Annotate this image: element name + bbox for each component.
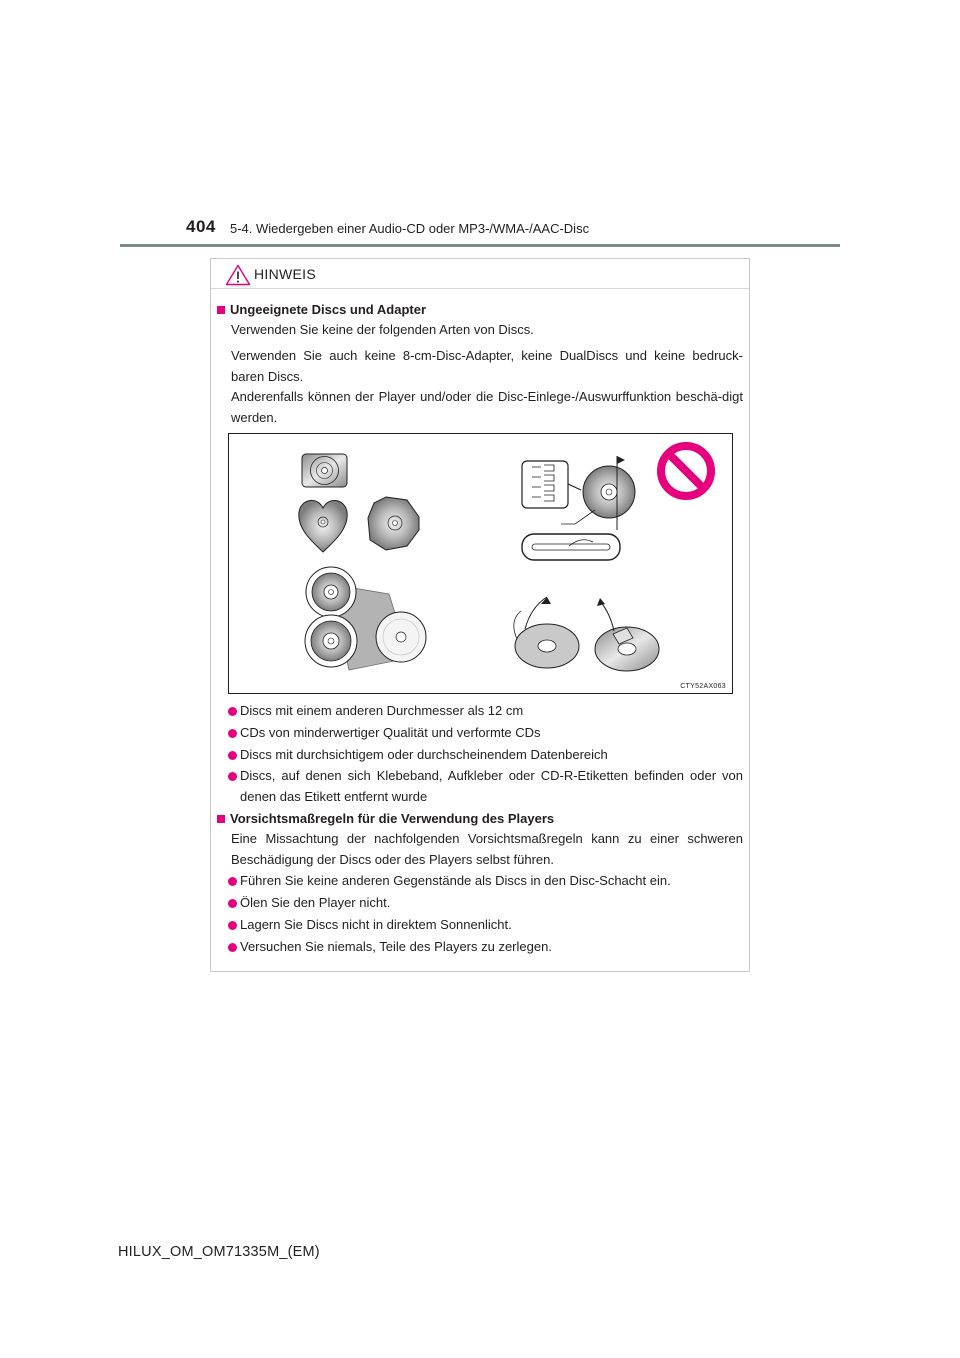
- footer-doc-code: HILUX_OM_OM71335M_(EM): [118, 1244, 320, 1260]
- square-disc-icon: [302, 454, 347, 487]
- paragraph: Anderenfalls können der Player und/oder die Disc-Einlege-/Auswurffunktion beschä-digt werden.: [231, 389, 743, 425]
- small-disc-adapter-icon: [305, 567, 426, 670]
- unsuitable-discs-illustration: [228, 433, 733, 694]
- square-bullet-icon: [217, 815, 225, 823]
- list-item: Versuchen Sie niemals, Teile des Players zu zerlegen.: [227, 937, 743, 958]
- dual-disc-icon: [522, 456, 635, 560]
- dot-bullet-icon: [228, 707, 237, 716]
- list-item: CDs von minderwertiger Qualität und verformte CDs: [227, 723, 743, 744]
- disc-illustration: [229, 434, 732, 693]
- list-item: Ölen Sie den Player nicht.: [227, 893, 743, 914]
- list-item: Führen Sie keine anderen Gegenstände als Discs in den Disc-Schacht ein.: [227, 871, 743, 892]
- figure-code: CTY52AX063: [680, 683, 726, 690]
- list-item: Discs, auf denen sich Klebeband, Aufkleber oder CD-R-Etiketten befinden oder von denen das Etikett entfernt wurde: [227, 766, 743, 807]
- header-rule: [120, 244, 840, 247]
- disc-with-label-icon: [595, 598, 659, 671]
- section-heading: Ungeeignete Discs und Adapter: [217, 301, 426, 319]
- paragraph: Verwenden Sie keine der folgenden Arten von Discs.: [231, 322, 534, 337]
- dot-bullet-icon: [228, 772, 237, 781]
- notice-label: HINWEIS: [254, 266, 316, 282]
- dot-bullet-icon: [228, 751, 237, 760]
- square-bullet-icon: [217, 306, 225, 314]
- dot-bullet-icon: [228, 899, 237, 908]
- dot-bullet-icon: [228, 921, 237, 930]
- notice-box: [210, 258, 750, 972]
- list-item: Lagern Sie Discs nicht in direktem Sonnenlicht.: [227, 915, 743, 936]
- page-number: 404: [186, 217, 216, 236]
- paragraph: Eine Missachtung der nachfolgenden Vorsichtsmaßregeln kann zu einer schweren Beschädigung der Discs oder des Players selbst führen.: [231, 831, 743, 867]
- warped-disc-icon: [514, 597, 579, 668]
- warning-triangle-icon: [225, 264, 251, 286]
- list-item: Discs mit einem anderen Durchmesser als 12 cm: [227, 701, 743, 722]
- list-item: Discs mit durchsichtigem oder durchscheinendem Datenbereich: [227, 745, 743, 766]
- paragraph: Verwenden Sie auch keine 8-cm-Disc-Adapter, keine DualDiscs und keine bedruck-baren Discs.: [231, 348, 743, 384]
- no-entry-sign-icon: [661, 446, 711, 496]
- notice-header: [211, 259, 749, 289]
- heart-disc-icon: [299, 500, 347, 552]
- octagonal-disc-icon: [368, 497, 419, 550]
- section-heading: Vorsichtsmaßregeln für die Verwendung des Players: [217, 810, 554, 828]
- dot-bullet-icon: [228, 877, 237, 886]
- dot-bullet-icon: [228, 729, 237, 738]
- section-title: 5-4. Wiedergeben einer Audio-CD oder MP3-/WMA-/AAC-Disc: [230, 221, 590, 236]
- dot-bullet-icon: [228, 943, 237, 952]
